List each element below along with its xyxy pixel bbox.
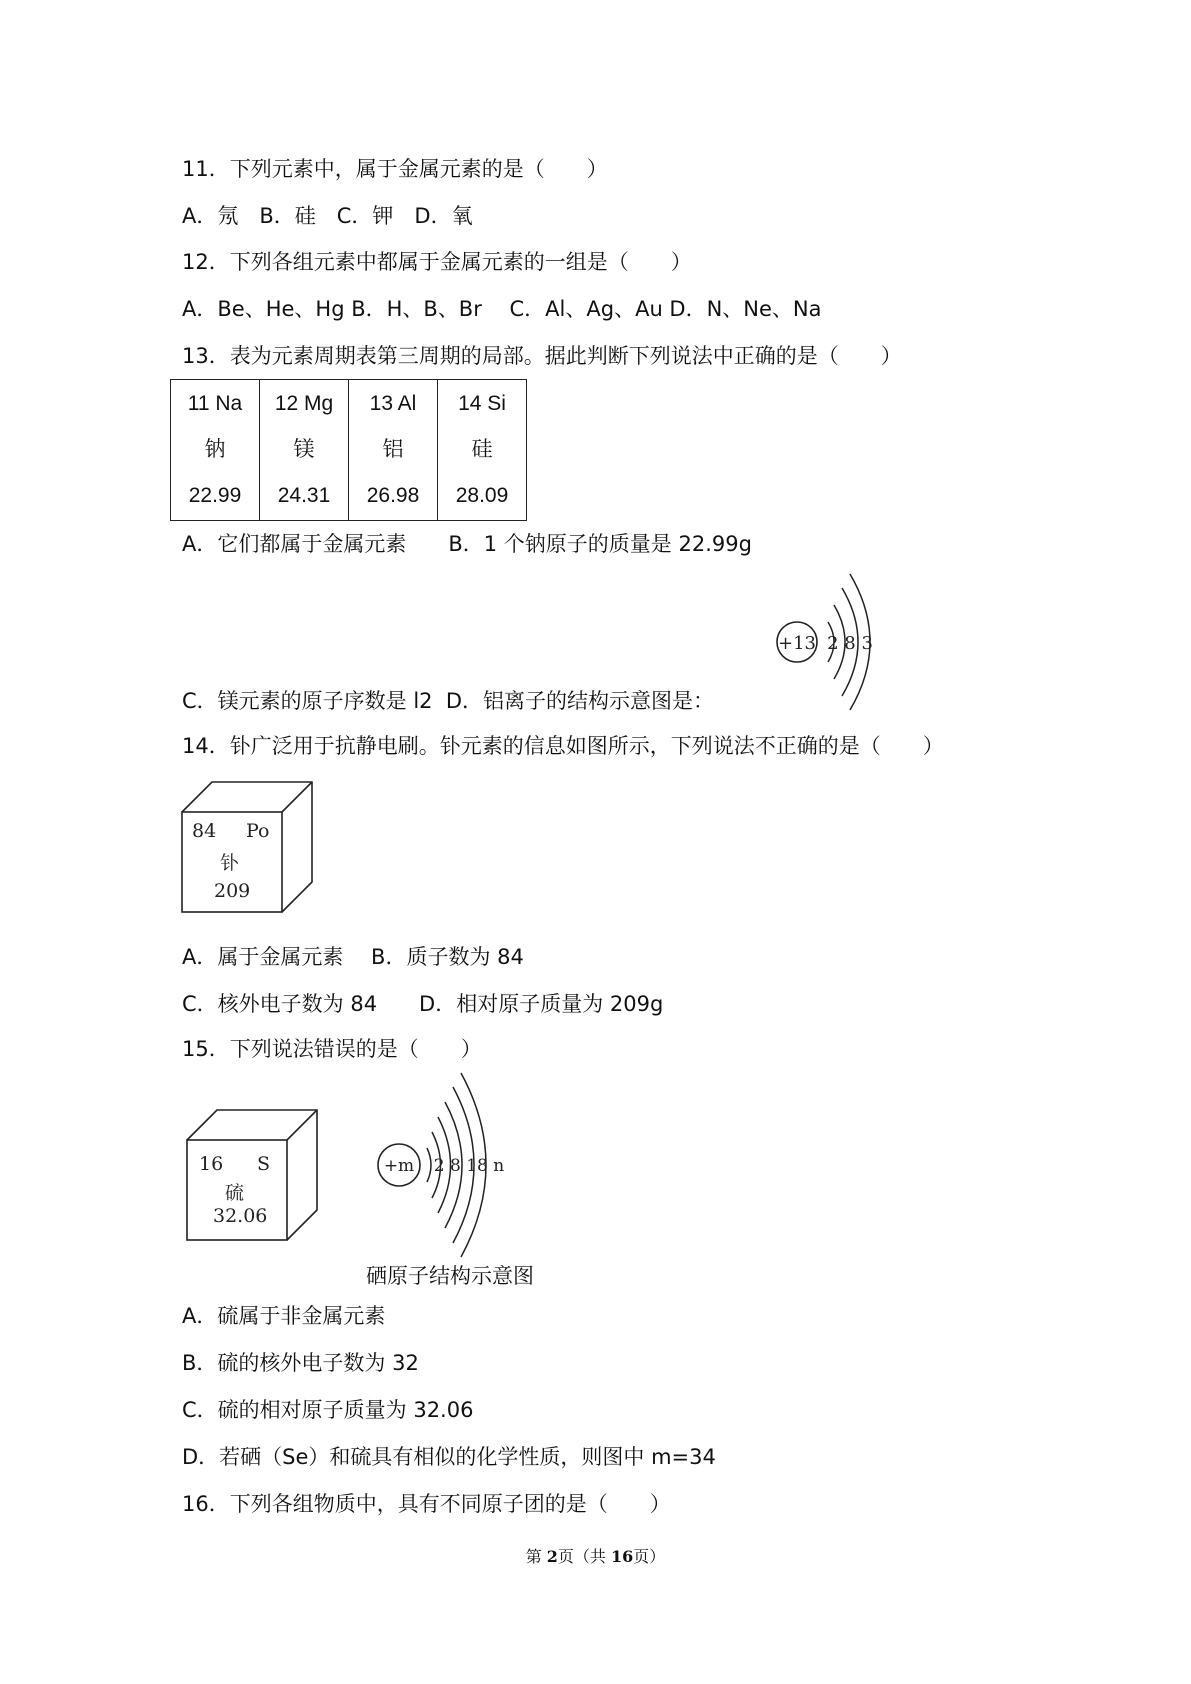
q14-stem: 14．钋广泛用于抗静电刷。钋元素的信息如图所示，下列说法不正确的是（ ）	[182, 734, 944, 758]
aluminum-ion-structure-diagram	[770, 570, 890, 720]
element-mass: 24.31	[277, 484, 331, 507]
footer-prefix: 第	[525, 1547, 547, 1566]
element-symbol: 13 Al	[369, 392, 417, 415]
atomic-mass: 209	[214, 880, 251, 902]
q11-options: A．氖 B．硅 C．钾 D．氧	[182, 204, 473, 228]
q15-option-a: A．硫属于非金属元素	[182, 1304, 386, 1328]
element-cell-na	[171, 380, 260, 521]
element-symbol: 14 Si	[458, 392, 506, 415]
element-mass: 22.99	[188, 484, 242, 507]
footer-page-number: 2	[546, 1547, 558, 1566]
atomic-mass: 32.06	[213, 1205, 268, 1227]
element-mass: 26.98	[366, 484, 420, 507]
atomic-number: 84	[192, 820, 217, 842]
electron-shells: 2 8 18 n	[433, 1156, 505, 1176]
polonium-element-cube	[180, 780, 320, 915]
element-symbol: S	[257, 1153, 271, 1175]
atomic-number: 16	[199, 1153, 224, 1175]
element-symbol: Po	[246, 820, 270, 842]
q13-stem: 13．表为元素周期表第三周期的局部。据此判断下列说法中正确的是（ ）	[182, 344, 902, 368]
element-name: 钋	[220, 852, 240, 874]
element-cell-si	[438, 380, 527, 521]
element-name: 硫	[225, 1182, 245, 1204]
electron-shells: 2 8 3	[827, 633, 873, 654]
element-cell-mg	[260, 380, 349, 521]
q14-options-ab: A．属于金属元素 B．质子数为 84	[182, 945, 524, 969]
q12-options: A．Be、He、Hg B．H、B、Br C．Al、Ag、Au D．N、Ne、Na	[182, 297, 822, 321]
element-name: 硅	[471, 438, 493, 461]
footer-suffix: 页）	[633, 1547, 666, 1566]
nucleus-charge: +13	[778, 633, 816, 654]
selenium-diagram-caption: 硒原子结构示意图	[366, 1264, 534, 1288]
q15-stem: 15．下列说法错误的是（ ）	[182, 1037, 482, 1061]
q13-options-cd: C．镁元素的原子序数是 l2 D．铝离子的结构示意图是：	[182, 689, 715, 713]
element-name: 镁	[293, 438, 315, 461]
element-symbol: 11 Na	[187, 392, 243, 415]
q15-option-c: C．硫的相对原子质量为 32.06	[182, 1398, 474, 1422]
q11-stem: 11．下列元素中，属于金属元素的是（ ）	[182, 157, 608, 181]
element-cell-al	[349, 380, 438, 521]
element-name: 钠	[204, 438, 226, 461]
element-symbol: 12 Mg	[274, 392, 334, 415]
q14-options-cd: C．核外电子数为 84 D．相对原子质量为 209g	[182, 992, 664, 1016]
nucleus-charge: +m	[383, 1156, 415, 1176]
footer-total-pages: 16	[611, 1547, 634, 1566]
selenium-atom-structure-diagram	[375, 1070, 525, 1260]
q12-stem: 12．下列各组元素中都属于金属元素的一组是（ ）	[182, 250, 692, 274]
sulfur-element-cube	[185, 1108, 325, 1243]
periodic-table-fragment	[170, 379, 527, 521]
q15-option-b: B．硫的核外电子数为 32	[182, 1351, 419, 1375]
page-footer	[0, 1544, 1191, 1567]
q15-option-d: D．若硒（Se）和硫具有相似的化学性质，则图中 m=34	[182, 1445, 716, 1469]
q13-options-ab: A．它们都属于金属元素 B．1 个钠原子的质量是 22.99g	[182, 532, 752, 556]
element-mass: 28.09	[455, 484, 509, 507]
q16-stem: 16．下列各组物质中，具有不同原子团的是（ ）	[182, 1492, 671, 1516]
footer-middle: 页（共	[557, 1547, 612, 1566]
element-name: 铝	[382, 438, 404, 461]
